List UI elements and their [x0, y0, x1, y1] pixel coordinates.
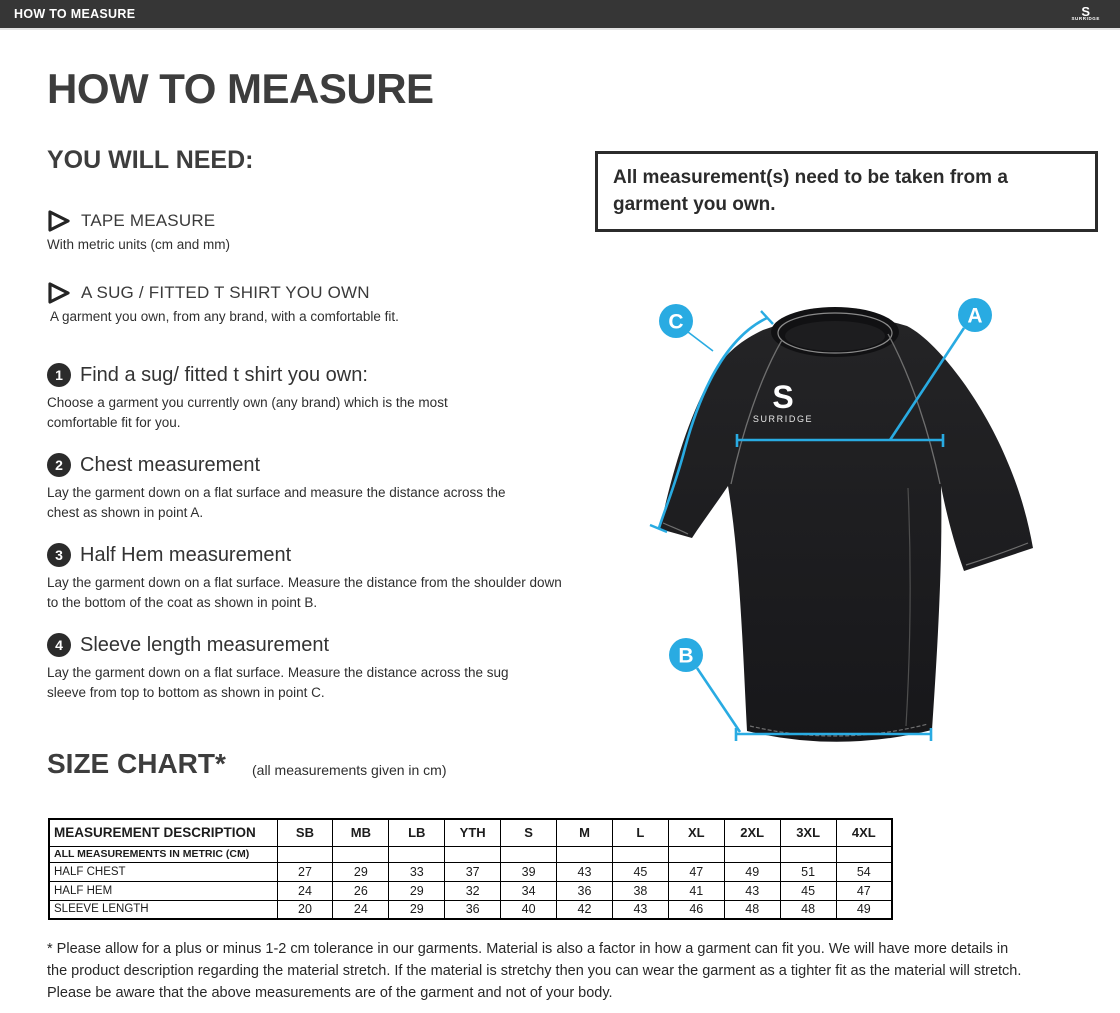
topbar	[0, 0, 1120, 30]
label-c-pointer	[688, 332, 713, 351]
need-item-tape-measure	[47, 209, 230, 252]
cell-value: 43	[612, 900, 668, 919]
cell-value: 36	[445, 900, 501, 919]
step-description: Lay the garment down on a flat surface. Measure the distance across the sug sleeve from top to bottom as shown in point C.	[47, 665, 509, 701]
empty-cell	[836, 846, 892, 862]
cell-value: 45	[612, 862, 668, 881]
cell-value: 51	[780, 862, 836, 881]
row-label: HALF CHEST	[49, 862, 277, 881]
cell-value: 32	[445, 881, 501, 900]
empty-cell	[333, 846, 389, 862]
size-chart-unit-note: (all measurements given in cm)	[252, 762, 447, 778]
cell-value: 47	[836, 881, 892, 900]
cell-value: 38	[612, 881, 668, 900]
need-item-title: TAPE MEASURE	[81, 211, 216, 230]
need-item-description: With metric units (cm and mm)	[47, 237, 231, 252]
shirt-collar-inner	[785, 321, 885, 351]
metric-label: ALL MEASUREMENTS IN METRIC (CM)	[49, 846, 277, 862]
brand-logo-letter: S	[1081, 4, 1091, 20]
cell-value: 42	[557, 900, 613, 919]
table-row-half-chest	[49, 862, 892, 881]
cell-value: 20	[277, 900, 333, 919]
cell-value: 40	[501, 900, 557, 919]
column-header: L	[612, 819, 668, 846]
step-number-badge: 2	[47, 453, 71, 477]
measurement-note-box: All measurement(s) need to be taken from a garment you own.	[595, 151, 1098, 232]
cell-value: 29	[333, 862, 389, 881]
cell-value: 27	[277, 862, 333, 881]
step-title: Chest measurement	[80, 453, 261, 476]
step-title: Find a sug/ fitted t shirt you own:	[80, 363, 368, 386]
brand-logo-icon	[1071, 6, 1100, 22]
step-2	[47, 453, 525, 524]
cell-value: 48	[780, 900, 836, 919]
step-number-badge: 1	[47, 363, 71, 387]
step-description: Choose a garment you currently own (any brand) which is the most comfortable fit for you.	[47, 395, 448, 431]
cell-value: 36	[557, 881, 613, 900]
cell-value: 49	[724, 862, 780, 881]
empty-cell	[780, 846, 836, 862]
cell-value: 33	[389, 862, 445, 881]
need-item-fitted-shirt	[47, 281, 399, 324]
brand-logo-text: SURRIDGE	[1071, 16, 1100, 22]
column-header: M	[557, 819, 613, 846]
cell-value: 45	[780, 881, 836, 900]
step-title: Sleeve length measurement	[80, 633, 330, 656]
cell-value: 46	[668, 900, 724, 919]
step-1	[47, 363, 497, 434]
step-number-badge: 4	[47, 633, 71, 657]
shirt-logo-letter: S	[772, 379, 794, 415]
step-number-badge: 3	[47, 543, 71, 567]
table-row-half-hem	[49, 881, 892, 900]
size-chart-heading: SIZE CHART*	[47, 748, 226, 779]
cell-value: 54	[836, 862, 892, 881]
table-metric-row	[49, 846, 892, 862]
cell-value: 48	[724, 900, 780, 919]
step-description: Lay the garment down on a flat surface and measure the distance across the chest as shown in point A.	[47, 485, 506, 521]
column-header: 3XL	[780, 819, 836, 846]
cell-value: 37	[445, 862, 501, 881]
empty-cell	[389, 846, 445, 862]
you-will-need-heading: YOU WILL NEED:	[47, 146, 254, 174]
cell-value: 43	[557, 862, 613, 881]
step-description: Lay the garment down on a flat surface. Measure the distance from the shoulder down to the bottom of the coat as shown in point B.	[47, 575, 562, 611]
empty-cell	[277, 846, 333, 862]
triangle-bullet-icon	[47, 281, 71, 305]
column-header: XL	[668, 819, 724, 846]
cell-value: 29	[389, 881, 445, 900]
topbar-title: HOW TO MEASURE	[14, 7, 136, 21]
label-b: B	[678, 644, 694, 668]
cell-value: 49	[836, 900, 892, 919]
label-b-pointer	[697, 668, 740, 732]
step-title: Half Hem measurement	[80, 543, 292, 566]
shirt-body	[660, 316, 1033, 742]
empty-cell	[668, 846, 724, 862]
column-header: YTH	[445, 819, 501, 846]
tolerance-footnote: * Please allow for a plus or minus 1-2 cm tolerance in our garments. Material is also a factor in how a garment can fit you. We will have more details in the product description regarding the material stretch. If the material is stretchy then you can wear the garment as a tighter fit as the material will stretch. Please be aware that the above measurements are of the garment and not of your body.	[47, 941, 1022, 1001]
cell-value: 24	[333, 900, 389, 919]
column-header: 2XL	[724, 819, 780, 846]
column-header: MB	[333, 819, 389, 846]
empty-cell	[724, 846, 780, 862]
row-label: SLEEVE LENGTH	[49, 900, 277, 919]
cell-value: 41	[668, 881, 724, 900]
empty-cell	[501, 846, 557, 862]
page-title: HOW TO MEASURE	[47, 65, 434, 112]
need-item-title: A SUG / FITTED T SHIRT YOU OWN	[81, 283, 370, 302]
need-item-description: A garment you own, from any brand, with a comfortable fit.	[50, 309, 399, 324]
shirt-logo-text: SURRIDGE	[752, 414, 814, 424]
cell-value: 34	[501, 881, 557, 900]
row-label: HALF HEM	[49, 881, 277, 900]
empty-cell	[557, 846, 613, 862]
column-header: SB	[277, 819, 333, 846]
cell-value: 39	[501, 862, 557, 881]
table-header-row	[49, 819, 892, 846]
cell-value: 26	[333, 881, 389, 900]
triangle-bullet-icon	[47, 209, 71, 233]
label-c: C	[668, 310, 684, 334]
cell-value: 43	[724, 881, 780, 900]
size-chart-table	[48, 818, 893, 920]
label-a: A	[967, 304, 983, 328]
column-header: S	[501, 819, 557, 846]
column-header: 4XL	[836, 819, 892, 846]
cell-value: 29	[389, 900, 445, 919]
sleeve-line-tick-top	[761, 311, 773, 324]
column-header: MEASUREMENT DESCRIPTION	[49, 819, 277, 846]
cell-value: 47	[668, 862, 724, 881]
step-4	[47, 633, 529, 704]
empty-cell	[445, 846, 501, 862]
cell-value: 24	[277, 881, 333, 900]
step-3	[47, 543, 569, 614]
column-header: LB	[389, 819, 445, 846]
tshirt-measure-diagram	[600, 288, 1100, 768]
table-row-sleeve-length	[49, 900, 892, 919]
empty-cell	[612, 846, 668, 862]
